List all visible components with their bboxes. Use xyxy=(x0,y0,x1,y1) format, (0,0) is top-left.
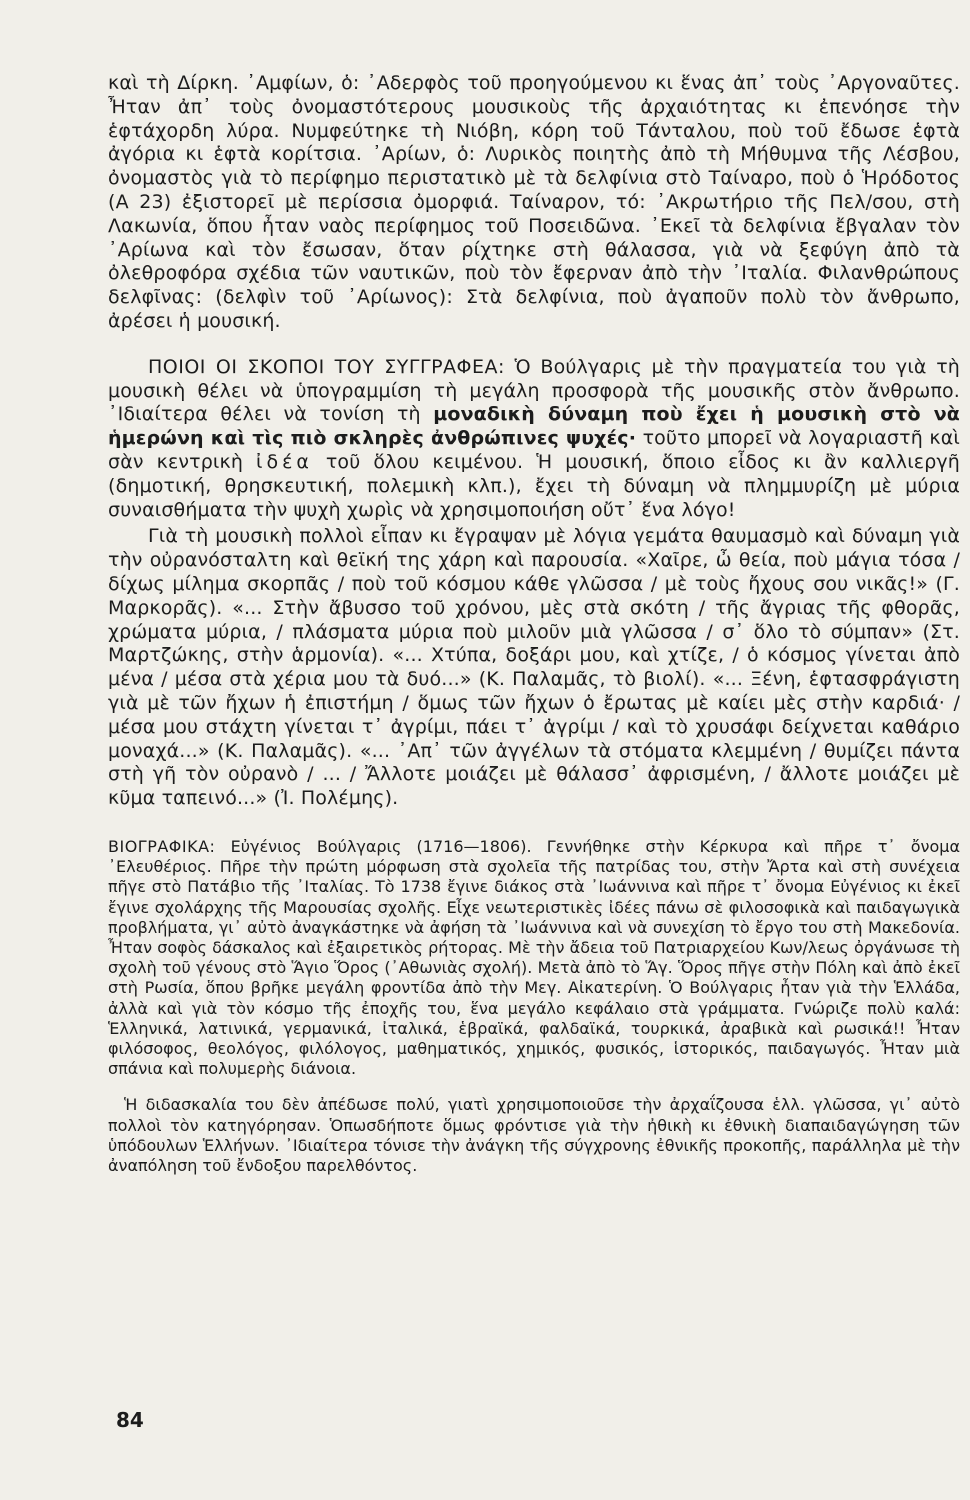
glossary-paragraph: καὶ τὴ Δίρκη. ᾿Αμφίων, ὁ: ᾿Αδερφὸς τοῦ προηγούμενου κι ἕνας ἀπ᾿ τοὺς ᾿Αργοναῦτες. Ἦταν ἀπ᾿ τοὺς ὀνομαστότερους μουσικοὺς τῆς ἀρχαιότητας κι ἐπενόησε τὴν ἑφτάχορδη λύρα. Νυμφεύτηκε τὴ Νιόβη, κόρη τοῦ Τάνταλου, ποὺ τοῦ ἔδωσε ἑφτὰ ἀγόρια κι ἑφτὰ κορίτσια. ᾿Αρίων, ὁ: Λυρικὸς ποιητὴς ἀπὸ τὴ Μήθυμνα τῆς Λέσβου, ὀνομαστὸς γιὰ τὸ περίφημο περιστατικὸ μὲ τὰ δελφίνια στὸ Ταίναρο, ποὺ ὁ Ἡρόδοτος (Α 23) ἐξιστορεῖ μὲ περίσσια ὀμορφιά. Ταίναρον, τό: ᾿Ακρωτήριο τῆς Πελ/σου, στὴ Λακωνία, ὅπου ἦταν ναὸς περίφημος τοῦ Ποσειδῶνα. ᾿Εκεῖ τὰ δελφίνια ἔβγαλαν τὸν ᾿Αρίωνα καὶ τὸν ἔσωσαν, ὅταν ρίχτηκε στὴ θάλασσα, γιὰ νὰ ξεφύγη ἀπὸ τὰ ὀλεθροφόρα σχέδια τῶν ναυτικῶν, ποὺ τὸν ἔφερναν ἀπὸ τὴν ᾿Ιταλία. Φιλανθρώπους δελφῖνας: (δελφὶν τοῦ ᾿Αρίωνος): Στὰ δελφίνια, ποὺ ἀγαποῦν πολὺ τὸν ἄνθρωπο, ἀρέσει ἡ μουσική. xyxy=(108,72,960,332)
aims-emphasis: μοναδικὴ δύναμη ποὺ ἔχει ἡ μουσικὴ στὸ νὰ ἡμερώνη καὶ τὶς πιὸ σκληρὲς ἀνθρώπινες ψυχές· xyxy=(108,403,960,450)
aims-spaced-word: ἰδέα xyxy=(256,450,313,473)
biography-paragraph-2: Ἡ διδασκαλία του δὲν ἀπέδωσε πολύ, γιατὶ χρησιμοποιοῦσε τὴν ἀρχαΐζουσα ἑλλ. γλῶσσα, γι᾿ αὐτὸ πολλοὶ τὸν κατηγόρησαν. Ὁπωσδήποτε ὅμως φρόντισε γιὰ τὴν ἠθικὴ κι ἐθνικὴ διαπαιδαγώγηση τῶν ὑπόδουλων Ἑλλήνων. ᾿Ιδιαίτερα τόνισε τὴν ἀνάγκη τῆς σύγχρονης ἐθνικῆς προκοπῆς, παράλληλα μὲ τὴν ἀναπόληση τοῦ ἔνδοξου παρελθόντος. xyxy=(108,1095,960,1175)
biography-text: Εὐγένιος Βούλγαρις (1716—1806). Γεννήθηκε στὴν Κέρκυρα καὶ πῆρε τ᾿ ὄνομα ᾿Ελευθέριος. Πῆρε τὴν πρώτη μόρφωση στὰ σχολεῖα τῆς πατρίδας του, στὴν Ἄρτα καὶ στὴ συνέχεια πῆγε στὸ Πατάβιο τῆς ᾿Ιταλίας. Τὸ 1738 ἔγινε διάκος στὰ ᾿Ιωάννινα καὶ πῆρε τ᾿ ὄνομα Εὐγένιος κι ἐκεῖ ἔγινε σχολάρχης τῆς Μαρουσίας σχολῆς. Εἶχε νεωτεριστικὲς ἰδέες πάνω σὲ φιλοσοφικὰ καὶ παιδαγωγικὰ προβλήματα, γι᾿ αὐτὸ ἀναγκάστηκε νὰ ἀφήση τὰ ᾿Ιωάννινα καὶ νὰ συνεχίση τὸ ἔργο του στὴ Μακεδονία. Ἦταν σοφὸς δάσκαλος καὶ ἐξαιρετικὸς ρήτορας. Μὲ τὴν ἄδεια τοῦ Πατριαρχείου Κων/λεως ὀργάνωσε τὴ σχολὴ τοῦ γένους στὸ Ἅγιο Ὅρος (᾿Αθωνιὰς σχολή). Μετὰ ἀπὸ τὸ Ἅγ. Ὅρος πῆγε στὴν Πόλη καὶ ἀπὸ ἐκεῖ στὴ Ρωσία, ὅπου βρῆκε μεγάλη φροντίδα ἀπὸ τὴν Μεγ. Αἰκατερίνη. Ὁ Βούλγαρις ἦταν γιὰ τὴν Ἑλλάδα, ἀλλὰ καὶ γιὰ τὸν κόσμο τῆς ἐποχῆς του, ἕνα μεγάλο κεφάλαιο στὰ γράμματα. Γνώριζε πολὺ καλά: Ἑλληνικά, λατινικά, γερμανικά, ἰταλικά, ἑβραϊκά, φαλδαϊκά, τουρκικά, ἀραβικὰ καὶ ρωσικά!! Ἦταν φιλόσοφος, θεολόγος, φιλόλογος, μαθηματικός, χημικός, φυσικός, ἱστορικός, παιδαγωγός. Ἦταν μιὰ σπάνια καὶ πολυμερὴς διάνοια. xyxy=(108,836,960,1079)
page-number: 84 xyxy=(116,1408,144,1432)
page-content xyxy=(108,72,960,1192)
author-aims-paragraph xyxy=(108,356,960,523)
aims-text-c: τοῦ ὅλου κειμένου. Ἡ μουσική, ὅποιο εἶδος κι ἂν καλλιεργῆ (δημοτική, θρησκευτική, πολεμικὴ κλπ.), ἔχει τὴ δύναμη νὰ πλημμυρίζη μὲ μύρια συναισθήματα τὴν ψυχὴ χωρὶς νὰ χρησιμοποιήση οὔτ᾿ ἕνα λόγο! xyxy=(108,450,960,521)
quotations-paragraph: Γιὰ τὴ μουσικὴ πολλοὶ εἶπαν κι ἔγραψαν μὲ λόγια γεμάτα θαυμασμὸ καὶ δύναμη γιὰ τὴν οὐρανόσταλτη καὶ θεϊκή της χάρη καὶ παρουσία. «Χαῖρε, ὦ θεία, ποὺ μάγια τόσα / δίχως μίλημα σκορπᾶς / ποὺ τοῦ κόσμου κάθε γλῶσσα / μὲ τοὺς ἤχους σου νικᾶς!» (Γ. Μαρκορᾶς). «... Στὴν ἄβυσσο τοῦ χρόνου, μὲς στὰ σκότη / τῆς ἄγριας τῆς φθορᾶς, χρώματα μύρια, / πλάσματα μύρια ποὺ μιλοῦν μιὰ γλῶσσα / σ᾿ ὅλο τὸ σύμπαν» (Στ. Μαρτζώκης, στὴν ἁρμονία). «... Χτύπα, δοξάρι μου, καὶ χτίζε, / ὁ κόσμος γίνεται ἀπὸ μένα / μέσα στὰ χέρια μου τὰ δυό...» (Κ. Παλαμᾶς, τὸ βιολί). «... Ξένη, ἑφτασφράγιστη γιὰ μὲ τῶν ἤχων ἡ ἐπιστήμη / ὅμως τῶν ἤχων ὁ ἔρωτας μὲ καίει μὲς στὴν καρδιά· / μέσα μου στάχτη γίνεται τ᾿ ἀγρίμι, πάει τ᾿ ἀγρίμι / καὶ τὸ χρυσάφι δείχνεται καθάριο μοναχά...» (Κ. Παλαμᾶς). «... ᾿Απ᾿ τῶν ἀγγέλων τὰ στόματα κλεμμένη / θυμίζει πάντα στὴ γῆ τὸν οὐρανὸ / ... / Ἄλλοτε μοιάζει μὲ θάλασσ᾿ ἀφρισμένη, / ἄλλοτε μοιάζει μὲ κῦμα ταπεινό...» (Ἰ. Πολέμης). xyxy=(108,525,960,810)
section-heading-bio: ΒΙΟΓΡΑΦΙΚΑ: xyxy=(108,836,216,856)
section-heading-aims: ΠΟΙΟΙ ΟΙ ΣΚΟΠΟΙ ΤΟΥ ΣΥΓΓΡΑΦΕΑ: xyxy=(148,355,505,378)
aims-text-a: Ὁ Βούλγαρις μὲ τὴν πραγματεία του γιὰ τὴ μουσικὴ θέλει νὰ ὑπογραμμίση τὴ μεγάλη προσφορὰ τῆς μουσικῆς στὸν ἄνθρωπο. ᾿Ιδιαίτερα θέλει νὰ τονίση τὴ xyxy=(108,355,960,426)
biography-paragraph xyxy=(108,837,960,1079)
aims-text-b: τοῦτο μπορεῖ νὰ λογαριαστῆ καὶ σὰν κεντρικὴ xyxy=(108,427,960,473)
